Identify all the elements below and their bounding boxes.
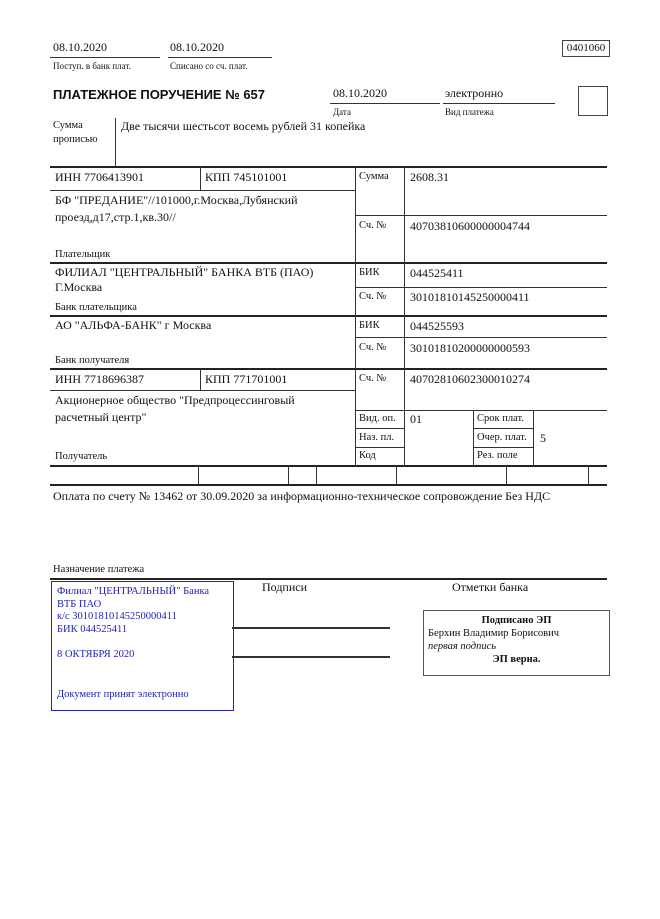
pay-term-label: Срок плат. — [477, 413, 524, 424]
stamp-spacer — [57, 662, 233, 689]
payee-bank-account-value: 30101810200000000593 — [410, 341, 530, 355]
pay-purpose-code-label: Наз. пл. — [359, 432, 395, 443]
priority-label: Очер. плат. — [477, 432, 527, 443]
stamp-bank-name-line1: Филиал "ЦЕНТРАЛЬНЫЙ" Банка — [57, 586, 210, 597]
signatures-heading: Подписи — [262, 580, 308, 594]
document-title: ПЛАТЕЖНОЕ ПОРУЧЕНИЕ № 657 — [53, 87, 266, 102]
divider-line — [355, 337, 607, 338]
divider-line — [588, 465, 589, 484]
table-border — [355, 166, 356, 465]
divider-line — [50, 190, 355, 191]
table-border — [50, 262, 607, 264]
divider-line — [198, 465, 199, 484]
amount-words-label-2: прописью — [53, 134, 98, 145]
table-border — [50, 315, 607, 317]
payer-name-line2: проезд,д17,стр.1,кв.30// — [55, 210, 176, 224]
sum-value: 2608.31 — [410, 170, 449, 184]
divider-line — [316, 465, 317, 484]
stamp-date: 8 ОКТЯБРЯ 2020 — [57, 649, 135, 660]
divider-line — [288, 465, 289, 484]
reserve-field-label: Рез. поле — [477, 450, 518, 461]
divider-line — [473, 428, 533, 429]
payee-name-line1: Акционерное общество "Предпроцессинговый — [55, 393, 295, 407]
divider-line — [473, 410, 474, 465]
sum-label: Сумма — [359, 171, 389, 182]
table-border — [404, 166, 405, 465]
table-border — [50, 484, 607, 486]
form-code: 0401060 — [566, 42, 606, 54]
payer-bank-name-line1: ФИЛИАЛ "ЦЕНТРАЛЬНЫЙ" БАНКА ВТБ (ПАО) — [55, 265, 314, 279]
payee-bank-account-label: Сч. № — [359, 342, 387, 353]
payee-section-label: Получатель — [55, 451, 108, 462]
divider-line — [200, 166, 201, 190]
table-border — [50, 465, 607, 467]
payment-purpose-label: Назначение платежа — [53, 564, 145, 575]
bank-stamp — [51, 581, 234, 711]
divider-line — [533, 410, 534, 465]
digital-signature-stamp — [423, 610, 610, 676]
op-type-value: 01 — [410, 412, 422, 426]
received-in-bank-label: Поступ. в банк плат. — [53, 61, 131, 71]
divider-line — [396, 465, 397, 484]
payer-bank-section-label: Банк плательщика — [55, 302, 137, 313]
esign-subtitle: первая подпись — [428, 641, 497, 652]
payer-bank-name-line2: Г.Москва — [55, 280, 103, 294]
payer-bank-bik-value: 044525411 — [410, 266, 464, 280]
priority-value: 5 — [540, 431, 546, 445]
stamp-bik: БИК 044525411 — [57, 623, 128, 635]
payer-account-label: Сч. № — [359, 220, 387, 231]
divider-line — [115, 118, 116, 166]
esign-name: Берхин Владимир Борисович — [428, 628, 559, 639]
payer-kpp: КПП 745101001 — [205, 170, 288, 184]
stamp-spacer — [57, 636, 233, 649]
payee-bank-name: АО "АЛЬФА-БАНК" г Москва — [55, 318, 212, 332]
status-checkbox — [578, 86, 608, 116]
payee-bank-section-label: Банк получателя — [55, 355, 130, 366]
payee-kpp: КПП 771701001 — [205, 372, 288, 386]
bank-marks-heading: Отметки банка — [452, 580, 529, 594]
document-date: 08.10.2020 — [333, 86, 387, 100]
esign-title: Подписано ЭП — [481, 615, 552, 626]
payer-bank-account-value: 30101810145250000411 — [410, 290, 530, 304]
divider-line — [355, 215, 607, 216]
amount-words-label-1: Сумма — [53, 120, 83, 131]
payer-account-value: 40703810600000004744 — [410, 219, 530, 233]
debited-from-account-date: 08.10.2020 — [170, 40, 224, 54]
payee-inn: ИНН 7718696387 — [55, 372, 144, 386]
divider-line — [355, 447, 404, 448]
code-label: Код — [359, 450, 376, 461]
divider-line — [50, 390, 355, 391]
payment-purpose-text: Оплата по счету № 13462 от 30.09.2020 за информационно-техническое сопровождение Без НДС — [53, 489, 551, 503]
stamp-bank-name-line2: ВТБ ПАО — [57, 598, 102, 610]
divider-line — [168, 57, 272, 58]
table-border — [50, 166, 607, 168]
payee-account-value: 40702810602300010274 — [410, 372, 530, 386]
divider-line — [200, 368, 201, 390]
payee-account-label: Сч. № — [359, 373, 387, 384]
received-in-bank-date: 08.10.2020 — [53, 40, 107, 54]
divider-line — [506, 465, 507, 484]
divider-line — [473, 447, 533, 448]
payee-bank-bik-value: 044525593 — [410, 319, 464, 333]
payee-name-line2: расчетный центр" — [55, 410, 147, 424]
debited-from-account-label: Списано со сч. плат. — [170, 61, 248, 71]
payer-inn: ИНН 7706413901 — [55, 170, 144, 184]
form-code-box — [562, 40, 610, 57]
divider-line — [355, 287, 607, 288]
divider-line — [355, 410, 607, 411]
esign-verified: ЭП верна. — [492, 654, 541, 665]
op-type-label: Вид. оп. — [359, 413, 396, 424]
divider-line — [50, 57, 160, 58]
signature-line — [232, 627, 390, 629]
table-border — [50, 368, 607, 370]
stamp-footer-text: Документ принят электронно — [57, 688, 189, 700]
signature-line — [232, 656, 390, 658]
payee-bank-bik-label: БИК — [359, 320, 380, 331]
divider-line — [355, 428, 404, 429]
payer-name-line1: БФ "ПРЕДАНИЕ"//101000,г.Москва,Лубянский — [55, 193, 298, 207]
stamp-corr-account: к/с 30101810145250000411 — [57, 611, 177, 622]
payer-section-label: Плательщик — [55, 249, 111, 260]
payer-bank-bik-label: БИК — [359, 267, 380, 278]
divider-line — [330, 103, 440, 104]
payment-kind-value: электронно — [445, 86, 504, 100]
divider-line — [443, 103, 555, 104]
amount-in-words: Две тысячи шестьсот восемь рублей 31 копейка — [121, 119, 366, 133]
date-label: Дата — [333, 107, 351, 117]
payer-bank-account-label: Сч. № — [359, 291, 387, 302]
payment-kind-label: Вид платежа — [445, 107, 494, 117]
